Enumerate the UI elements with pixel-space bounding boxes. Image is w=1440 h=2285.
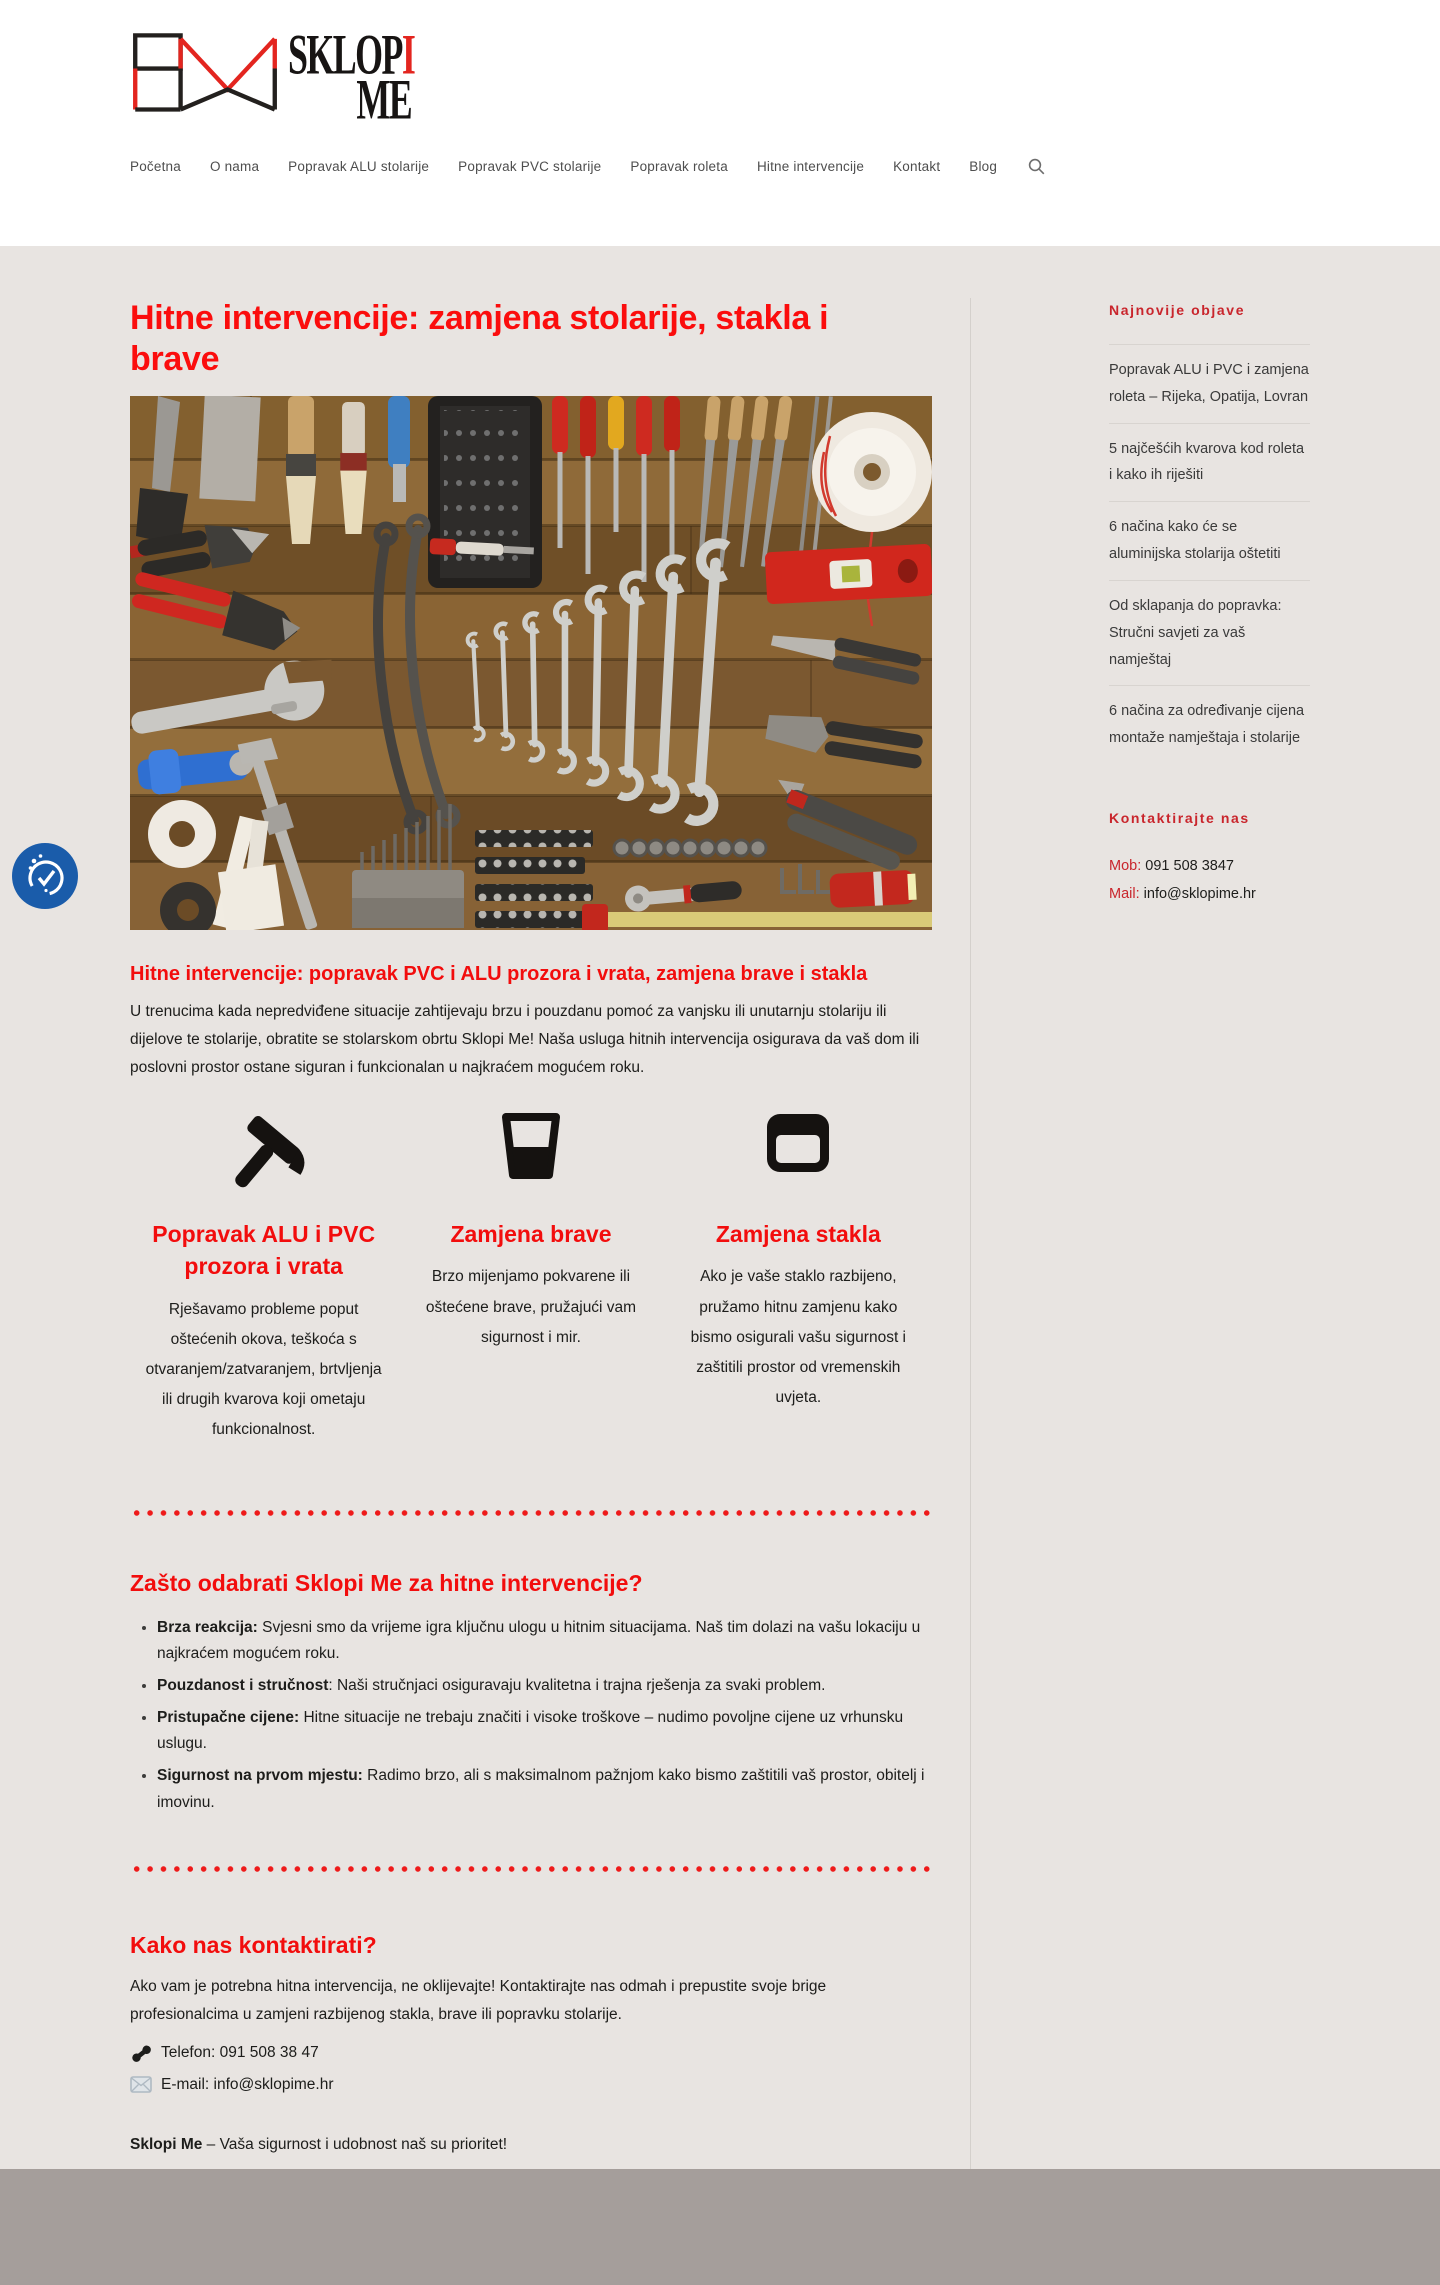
bullet-bold: Pristupačne cijene: bbox=[157, 1708, 300, 1726]
mail-value[interactable]: info@sklopime.hr bbox=[1139, 886, 1256, 903]
logo[interactable] bbox=[130, 0, 1310, 131]
hammer-icon bbox=[144, 1112, 383, 1204]
tool-stone bbox=[199, 396, 260, 501]
contact-text: Ako vam je potrebna hitna intervencija, ne oklijevajte! Kontaktirajte nas odmah i prepustite svoje brige profesionalcima u zamjeni razbijenog stakla, brave ili popravku stolarije. bbox=[130, 1978, 827, 2024]
bullet-text: : Naši stručnjaci osiguravaju kvalitetna i trajna rješenja za svaki problem. bbox=[328, 1676, 826, 1694]
dotted-divider bbox=[130, 1866, 932, 1872]
sidebar-contact bbox=[1109, 852, 1310, 909]
tool-tape-roll-hole bbox=[169, 821, 195, 847]
article-intro: U trenucima kada nepredviđene situacije zahtijevaju brzu i pouzdanu pomoć za vanjsku ili unutarnju stolariju ili dijelove te stolarije, obratite se stolarskom obrtu Sklopi Me! Naša usluga hitnih intervencija osigurava da vaš dom ili poslovni prostor ostane siguran i funkcionalan u najkraćem mogućem roku. bbox=[130, 1002, 920, 1076]
site-header bbox=[0, 0, 1440, 246]
post-link[interactable]: 6 načina kako će se aluminijska stolarija oštetiti bbox=[1109, 501, 1310, 580]
feature-text: Brzo mijenjamo pokvarene ili oštećene brave, pružajući vam sigurnost i mir. bbox=[425, 1268, 637, 1346]
page-footer bbox=[0, 2169, 1440, 2285]
post-link[interactable]: Popravak ALU i PVC i zamjena roleta – Rijeka, Opatija, Lovran bbox=[1109, 344, 1310, 423]
article-subheading: Hitne intervencije: popravak PVC i ALU prozora i vrata, zamjena brave i stakla bbox=[130, 962, 868, 985]
recent-posts bbox=[1109, 344, 1310, 764]
window-icon bbox=[679, 1112, 918, 1204]
article bbox=[130, 298, 971, 2169]
cookie-consent-badge[interactable] bbox=[12, 843, 78, 909]
mail-label: Mail: bbox=[1109, 886, 1140, 903]
sidebar-posts-heading: Najnovije objave bbox=[1109, 302, 1246, 318]
nav-popravak-alu[interactable]: Popravak ALU stolarije bbox=[288, 159, 430, 174]
tool-brush-2 bbox=[340, 402, 366, 534]
nav-blog[interactable]: Blog bbox=[969, 159, 998, 174]
nav-kontakt[interactable]: Kontakt bbox=[893, 159, 941, 174]
mob-label: Mob: bbox=[1109, 857, 1142, 874]
feature-columns bbox=[130, 1112, 932, 1445]
page-title: Hitne intervencije: zamjena stolarije, stakla i brave bbox=[130, 299, 829, 378]
feature-title: Zamjena brave bbox=[450, 1221, 612, 1248]
bullet-bold: Sigurnost na prvom mjestu: bbox=[157, 1766, 363, 1784]
phone-number: Telefon: 091 508 38 47 bbox=[161, 2043, 319, 2061]
feature-text: Rješavamo probleme poput oštećenih okova, teškoća s otvaranjem/zatvaranjem, brtvljenja ili drugih kvarova koji ometaju funkcionalnost. bbox=[145, 1300, 382, 1439]
nav-popravak-roleta[interactable]: Popravak roleta bbox=[630, 159, 728, 174]
list-item bbox=[142, 1763, 932, 1816]
feature-stakla bbox=[665, 1112, 932, 1445]
search-icon[interactable] bbox=[1028, 158, 1045, 175]
page-content bbox=[0, 246, 1440, 2169]
logo-accent-letter: I bbox=[401, 22, 415, 86]
logo-wordmark bbox=[288, 22, 415, 131]
mail-line bbox=[1109, 880, 1310, 908]
bullet-text: Radimo brzo, ali s maksimalnom pažnjom kako bismo zaštitili vaš prostor, obitelj i imovinu. bbox=[157, 1766, 925, 1811]
phone-icon bbox=[130, 2042, 152, 2064]
glass-icon bbox=[411, 1112, 650, 1204]
list-item bbox=[142, 1615, 932, 1668]
nav-popravak-pvc[interactable]: Popravak PVC stolarije bbox=[458, 159, 602, 174]
bullet-text: Hitne situacije ne trebaju značiti i visoke troškove – nudimo povoljne cijene uz vrhunsku uslugu. bbox=[157, 1708, 904, 1753]
tool-black-tape-hole bbox=[177, 899, 199, 921]
bullet-bold: Pouzdanost i stručnost bbox=[157, 1676, 329, 1694]
tool-paper-pad bbox=[218, 864, 284, 930]
bullet-bold: Brza reakcija: bbox=[157, 1618, 258, 1636]
why-heading: Zašto odabrati Sklopi Me za hitne intervencije? bbox=[130, 1569, 643, 1596]
post-link[interactable]: Od sklapanja do popravka: Stručni savjeti za vaš namještaj bbox=[1109, 580, 1310, 685]
closing-bold: Sklopi Me bbox=[130, 2135, 203, 2153]
dotted-divider bbox=[130, 1510, 932, 1516]
email-address[interactable]: E-mail: info@sklopime.hr bbox=[161, 2075, 334, 2093]
feature-title: Zamjena stakla bbox=[715, 1221, 881, 1248]
tool-flashlight bbox=[829, 869, 917, 907]
main-nav bbox=[130, 158, 1310, 175]
tool-brush-1 bbox=[286, 396, 316, 544]
feature-popravak bbox=[130, 1112, 397, 1445]
phone-line bbox=[130, 2042, 932, 2064]
logo-line1: SKLOP bbox=[288, 22, 402, 86]
closing-rest: – Vaša sigurnost i udobnost naš su prioritet! bbox=[202, 2135, 508, 2153]
bullet-text: Svjesni smo da vrijeme igra ključnu ulogu u hitnim situacijama. Naš tim dolazi na vašu lokaciju u najkraćem mogućem roku. bbox=[157, 1618, 921, 1663]
closing-line bbox=[130, 2136, 932, 2154]
list-item bbox=[142, 1673, 932, 1700]
feature-title: Popravak ALU i PVC prozora i vrata bbox=[152, 1221, 376, 1280]
tool-sockets bbox=[614, 840, 766, 856]
mob-value: 091 508 3847 bbox=[1141, 857, 1234, 874]
nav-pocetna[interactable]: Početna bbox=[130, 159, 181, 174]
contact-heading: Kako nas kontaktirati? bbox=[130, 1932, 377, 1959]
list-item bbox=[142, 1705, 932, 1758]
nav-o-nama[interactable]: O nama bbox=[209, 159, 260, 174]
sidebar bbox=[971, 298, 1310, 2169]
cookie-check-icon bbox=[12, 843, 78, 909]
envelope-icon bbox=[130, 2076, 152, 2093]
post-link[interactable]: 5 najčešćih kvarova kod roleta i kako ih riješiti bbox=[1109, 423, 1310, 502]
why-list bbox=[130, 1615, 932, 1817]
hero-image-tools-flatlay bbox=[130, 396, 932, 930]
feature-text: Ako je vaše staklo razbijeno, pružamo hitnu zamjenu kako bismo osigurali vašu sigurnost i zaštitili prostor od vremenskih uvjeta. bbox=[690, 1268, 906, 1407]
sidebar-contact-heading: Kontaktirajte nas bbox=[1109, 809, 1250, 826]
post-link[interactable]: 6 načina za određivanje cijena montaže namještaja i stolarije bbox=[1109, 685, 1310, 764]
logo-icon bbox=[130, 26, 280, 118]
logo-line2: ME bbox=[356, 66, 412, 131]
mob-line bbox=[1109, 852, 1310, 880]
tool-bit-case bbox=[428, 396, 542, 588]
feature-brave bbox=[397, 1112, 664, 1445]
nav-hitne-intervencije[interactable]: Hitne intervencije bbox=[756, 159, 865, 174]
tool-level bbox=[765, 543, 932, 604]
email-line bbox=[130, 2076, 932, 2094]
